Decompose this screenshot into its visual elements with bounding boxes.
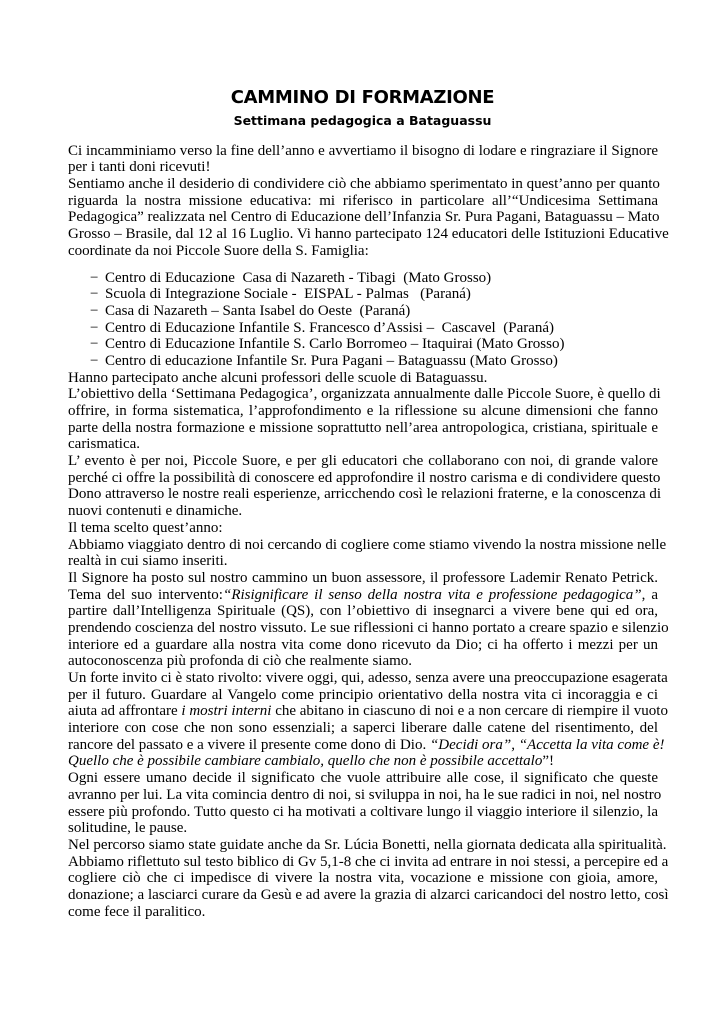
text-line: Ci incamminiamo verso la fine dell’anno e avvertiamo il bisogno di lodare e ringraziare il Signore — [68, 142, 658, 159]
list-dash-icon: − — [90, 319, 99, 336]
list-dash-icon: − — [90, 336, 99, 353]
text-line: Abbiamo riflettuto sul testo biblico di Gv 5,1-8 che ci invita ad entrare in noi stessi, a percepire ed a — [68, 853, 669, 870]
text-line: autoconoscenza più profonda di ciò che realmente siamo. — [68, 653, 413, 670]
text-segment: aiuta ad affrontare — [68, 703, 182, 720]
italic-text: “Decidi ora”, “Accetta la vita come è! — [429, 736, 665, 753]
text-line: coordinate da noi Piccole Suore della S. Famiglia: — [68, 242, 369, 259]
document-title: CAMMINO DI FORMAZIONE — [230, 87, 495, 108]
italic-text: i mostri interni — [181, 703, 272, 720]
list-item-text: Centro di educazione Infantile Sr. Pura Pagani – Bataguassu (Mato Grosso) — [105, 352, 558, 369]
text-line: perché ci offre la possibilità di conoscere ed approfondire il nostro carisma e di condividere questo — [68, 469, 661, 486]
paragraph — [68, 453, 662, 520]
text-line: parte della nostra formazione e missione soprattutto nell’area antropologica, cristiana, spirituale e — [68, 419, 658, 436]
text-line — [68, 703, 668, 720]
text-line: nuovi contenuti e dinamiche. — [68, 503, 243, 520]
text-line: interiore ed a guardare alla nostra vita come dono ricevuto da Dio; ci ha offerto i mezzi per un — [68, 636, 658, 653]
text-line: Il Signore ha posto sul nostro cammino un buon assessore, il professore Lademir Renato Petrick. — [68, 569, 658, 586]
text-line: Nel percorso siamo state guidate anche da Sr. Lúcia Bonetti, nella giornata dedicata alla spiritualità. — [68, 836, 667, 853]
text-line: cogliere ciò che ci impedisce di vivere la nostra vita, vocazione e missione con gioia, amore, — [68, 870, 658, 887]
text-segment: rancore del passato e a vivere il presente come dono di Dio. — [68, 736, 430, 753]
list-item — [68, 270, 658, 287]
text-line: prendendo coscienza del nostro vissuto. Le sue riflessioni ci hanno portato a creare spazio e silenzio — [68, 619, 669, 636]
list-dash-icon: − — [90, 286, 99, 303]
paragraph — [68, 386, 661, 453]
paragraph — [68, 370, 658, 387]
list-dash-icon: − — [90, 302, 99, 319]
text-line — [68, 587, 658, 604]
list-item — [68, 320, 658, 337]
paragraph — [68, 569, 669, 670]
list-item-text: Centro di Educazione Infantile S. Francesco d’Assisi – Cascavel (Paraná) — [105, 319, 555, 336]
text-line: Un forte invito ci è stato rivolto: vivere oggi, qui, adesso, senza avere una preoccupazione esagerata — [68, 670, 668, 686]
text-line: carismatica. — [68, 436, 141, 453]
paragraph — [68, 770, 662, 837]
list-item-text: Scuola di Integrazione Sociale - EISPAL - Palmas (Paraná) — [105, 286, 471, 303]
list-item — [68, 336, 658, 353]
text-line: Dono attraverso le nostre reali esperienze, arricchendo così le relazioni fraterne, e la conoscenza di — [68, 486, 662, 503]
paragraph — [68, 176, 669, 259]
document-subtitle: Settimana pedagogica a Bataguassu — [233, 113, 492, 128]
list-item — [68, 303, 658, 320]
paragraph — [68, 536, 667, 570]
paragraph — [68, 143, 658, 176]
list-item-text: Centro di Educazione Casa di Nazareth - Tibagi (Mato Grosso) — [105, 269, 492, 286]
text-line: avranno per lui. La vita comincia dentro di noi, si sviluppa in noi, ha le sue radici in noi, nel nostro — [68, 786, 662, 803]
text-line: Abbiamo viaggiato dentro di noi cercando di cogliere come stiamo vivendo la nostra missione nelle — [68, 536, 667, 553]
text-line: Sentiamo anche il desiderio di condividere ciò che abbiamo sperimentato in quest’anno per quanto — [68, 176, 660, 193]
list-dash-icon: − — [90, 269, 99, 286]
text-line — [68, 753, 658, 770]
institution-list — [68, 270, 658, 370]
text-line: partire dall’Intelligenza Spirituale (QS), con l’obiettivo di insegnarci a vivere bene qui ed ora, — [68, 603, 658, 620]
document-body — [68, 142, 669, 921]
text-line: Pedagogica” realizzata nel Centro di Educazione dell’Infanzia Sr. Pura Pagani, Bataguassu – Mato — [68, 209, 660, 226]
text-line: per il futuro. Guardare al Vangelo come principio orientativo della nostra vita ci incoraggia e ci — [68, 686, 658, 703]
text-segment: ”! — [542, 753, 554, 770]
text-line: offrire, in forma sistematica, l’approfondimento e la riflessione su alcune dimensioni che fanno — [68, 403, 658, 419]
paragraph — [68, 836, 669, 920]
text-line: Il tema scelto quest’anno: — [68, 519, 223, 536]
text-line: Ogni essere umano decide il significato che vuole attribuire alle cose, il significato che queste — [68, 770, 658, 787]
text-line: L’ evento è per noi, Piccole Suore, e per gli educatori che collaborano con noi, di grande valore — [68, 453, 658, 470]
list-item — [68, 286, 658, 303]
text-line: Grosso – Brasile, dal 12 al 16 Luglio. Vi hanno partecipato 124 educatori delle Istituzioni Educative — [68, 226, 669, 243]
text-line: Hanno partecipato anche alcuni professori delle scuole di Bataguassu. — [68, 369, 488, 386]
spacer — [68, 260, 658, 270]
text-line: solitudine, le pause. — [68, 820, 188, 837]
text-line: riguarda la nostra missione educativa: mi riferisco in particolare all’“Undicesima Settimana — [68, 192, 658, 209]
text-line: L’obiettivo della ‘Settimana Pedagogica’, organizzata annualmente dalle Piccole Suore, è quello di — [68, 386, 661, 403]
text-segment: Tema del suo intervento: — [68, 586, 223, 603]
italic-text: Quello che è possibile cambiare cambialo, quello che non è possibile accettalo — [68, 753, 543, 770]
list-item — [68, 353, 658, 370]
paragraph — [68, 670, 668, 770]
text-line: donazione; a lasciarci curare da Gesù e ad avere la grazia di alzarci caricandoci del nostro letto, così — [68, 886, 669, 903]
list-item-text: Centro di Educazione Infantile S. Carlo Borromeo – Itaquirai (Mato Grosso) — [105, 336, 565, 353]
list-item-text: Casa di Nazareth – Santa Isabel do Oeste (Paraná) — [105, 302, 411, 319]
text-line — [68, 736, 665, 754]
text-line: realtà in cui siamo inseriti. — [68, 553, 228, 570]
paragraph — [68, 520, 658, 537]
text-segment: che abitano in ciascuno di noi e a non cercare di riempire il vuoto — [271, 703, 668, 720]
text-line: interiore con cose che non sono essenziali; a saperci liberare dalle catene del risentimento, del — [68, 720, 658, 737]
list-dash-icon: − — [90, 352, 99, 369]
text-segment: , a — [641, 586, 658, 603]
text-line: per i tanti doni ricevuti! — [68, 159, 211, 176]
text-line: essere più profondo. Tutto questo ci ha motivati a coltivare lungo il viaggio interiore il silenzio, la — [68, 803, 658, 820]
text-line: come fece il paralitico. — [68, 903, 206, 920]
italic-text: “Risignificare il senso della nostra vita e professione pedagogica” — [222, 586, 642, 603]
